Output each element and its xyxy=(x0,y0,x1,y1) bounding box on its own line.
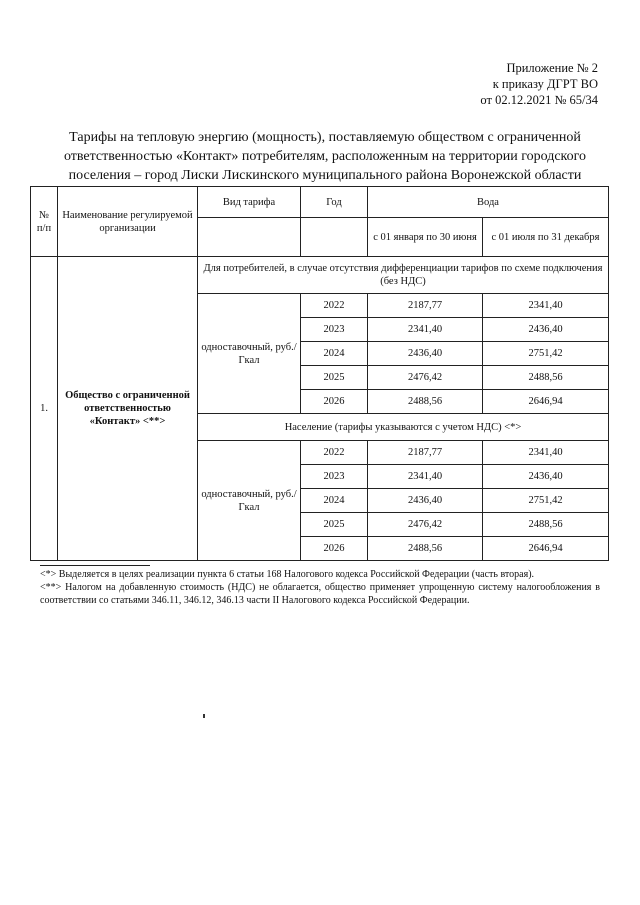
year-cell: 2025 xyxy=(301,366,368,390)
year-cell: 2026 xyxy=(301,390,368,414)
tariff-h1-cell: 2341,40 xyxy=(368,318,483,342)
year-cell: 2022 xyxy=(301,294,368,318)
document-title: Тарифы на тепловую энергию (мощность), поставляемую обществом с ограниченной ответственностью «Контакт» потребителям, расположенным на территории городского поселения – город Лиски Лискинского муниципального района Воронежской области xyxy=(63,130,587,183)
approval-line-date: от 02.12.2021 № 65/34 xyxy=(480,93,598,107)
approval-line-appendix: Приложение № 2 xyxy=(506,61,598,75)
tariff-h1-cell: 2476,42 xyxy=(368,366,483,390)
tariff-h2-cell: 2436,40 xyxy=(483,465,609,489)
header-num: № п/п xyxy=(31,187,58,257)
tariff-h2-cell: 2646,94 xyxy=(483,537,609,561)
header-blank xyxy=(301,218,368,257)
group-row xyxy=(31,257,609,294)
year-cell: 2023 xyxy=(301,318,368,342)
scan-mark xyxy=(203,714,205,718)
tariff-h1-cell: 2436,40 xyxy=(368,489,483,513)
year-cell: 2022 xyxy=(301,441,368,465)
tariff-h1-cell: 2488,56 xyxy=(368,390,483,414)
organization-name: Общество с ограниченной ответственностью «Контакт» <**> xyxy=(58,257,198,561)
year-cell: 2023 xyxy=(301,465,368,489)
tariff-h2-cell: 2751,42 xyxy=(483,342,609,366)
footnote-vat-exempt: <**> Налогом на добавленную стоимость (НДС) не облагается, общество применяет упрощенную систему налогообложения в соответствии со статьями 346.11, 346.12, 346.13 части II Налогового кодекса Российской Федерации. xyxy=(40,582,600,606)
tariff-h1-cell: 2187,77 xyxy=(368,441,483,465)
tariff-h2-cell: 2488,56 xyxy=(483,366,609,390)
tariff-h2-cell: 2646,94 xyxy=(483,390,609,414)
tariff-h2-cell: 2488,56 xyxy=(483,513,609,537)
year-cell: 2026 xyxy=(301,537,368,561)
row-number: 1. xyxy=(31,257,58,561)
footnotes xyxy=(40,565,600,607)
year-cell: 2024 xyxy=(301,342,368,366)
tariff-h2-cell: 2341,40 xyxy=(483,294,609,318)
approval-line-order: к приказу ДГРТ ВО xyxy=(492,77,598,91)
tariff-type: одноставочный, руб./Гкал xyxy=(198,294,301,414)
tariff-h1-cell: 2436,40 xyxy=(368,342,483,366)
year-cell: 2025 xyxy=(301,513,368,537)
group-title: Население (тарифы указываются с учетом НДС) <*> xyxy=(198,414,609,441)
tariff-h2-cell: 2751,42 xyxy=(483,489,609,513)
tariff-table xyxy=(30,186,609,561)
header-period-2: с 01 июля по 31 декабря xyxy=(483,218,609,257)
approval-block xyxy=(480,60,598,108)
footnote-divider xyxy=(40,565,150,566)
tariff-h1-cell: 2341,40 xyxy=(368,465,483,489)
header-water: Вода xyxy=(368,187,609,218)
tariff-h1-cell: 2187,77 xyxy=(368,294,483,318)
tariff-h2-cell: 2341,40 xyxy=(483,441,609,465)
group-title: Для потребителей, в случае отсутствия дифференциации тарифов по схеме подключения (без НДС) xyxy=(198,257,609,294)
header-year: Год xyxy=(301,187,368,218)
tariff-type: одноставочный, руб./Гкал xyxy=(198,441,301,561)
year-cell: 2024 xyxy=(301,489,368,513)
header-blank xyxy=(198,218,301,257)
header-tariff-type: Вид тарифа xyxy=(198,187,301,218)
footnote-vat-basis: <*> Выделяется в целях реализации пункта 6 статьи 168 Налогового кодекса Российской Федерации (часть вторая). xyxy=(40,569,535,580)
tariff-h1-cell: 2488,56 xyxy=(368,537,483,561)
tariff-h2-cell: 2436,40 xyxy=(483,318,609,342)
tariff-h1-cell: 2476,42 xyxy=(368,513,483,537)
header-row xyxy=(31,187,609,218)
header-period-1: с 01 января по 30 июня xyxy=(368,218,483,257)
header-org: Наименование регулируемой организации xyxy=(58,187,198,257)
